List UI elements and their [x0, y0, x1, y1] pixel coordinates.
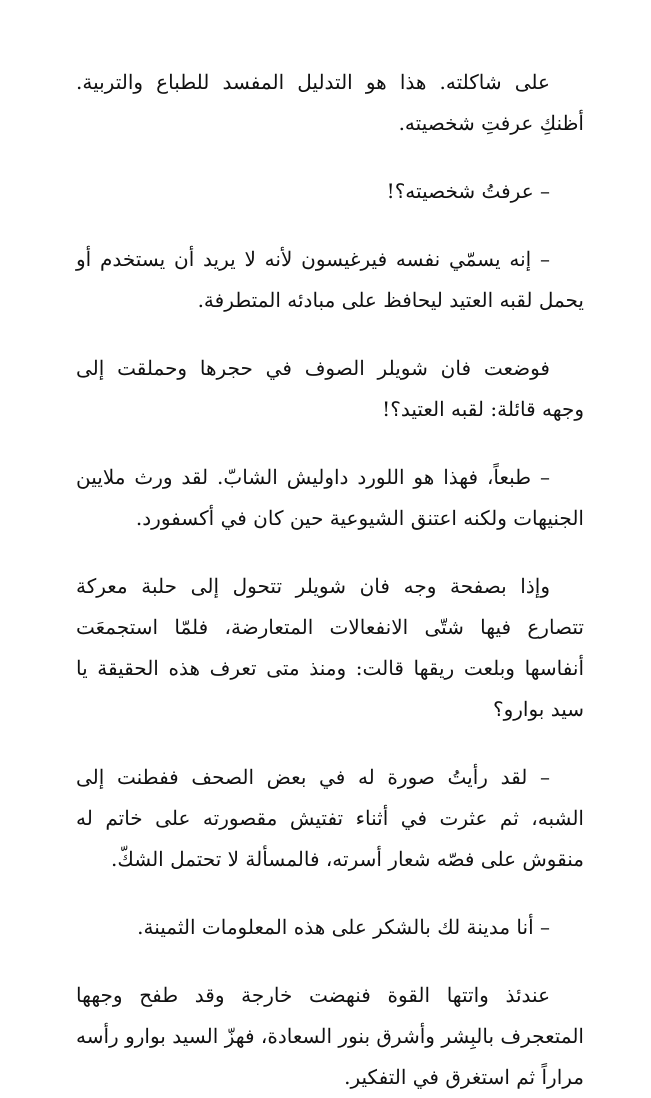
page-text-body	[76, 62, 584, 1098]
paragraph-5: – طبعاً، فهذا هو اللورد داوليش الشابّ. لقد ورث ملايين الجنيهات ولكنه اعتنق الشيوعية حين كان في أكسفورد.	[76, 465, 584, 530]
paragraph-2: – عرفتُ شخصيته؟!	[386, 179, 550, 203]
paragraph-7: – لقد رأيتُ صورة له في بعض الصحف ففطنت إلى الشبه، ثم عثرت في أثناء تفتيش مقصورته على خاتم له منقوش على فصّه شعار أسرته، فالمسألة لا تحتمل الشكّ.	[76, 765, 584, 871]
paragraph-9: عندئذ واتتها القوة فنهضت خارجة وقد طفح وجهها المتعجرف بالبِشر وأشرق بنور السعادة، فهزّ السيد بوارو رأسه مراراً ثم استغرق في التفكير.	[76, 983, 584, 1089]
paragraph-4: فوضعت فان شويلر الصوف في حجرها وحملقت إلى وجهه قائلة: لقبه العتيد؟!	[76, 356, 584, 421]
paragraph-6: وإذا بصفحة وجه فان شويلر تتحول إلى حلبة معركة تتصارع فيها شتّى الانفعالات المتعارضة، فلمّا استجمعَت أنفاسها وبلعت ريقها قالت: ومنذ متى تعرف هذه الحقيقة يا سيد بوارو؟	[76, 574, 584, 721]
paragraph-3: – إنه يسمّي نفسه فيرغيسون لأنه لا يريد أن يستخدم أو يحمل لقبه العتيد ليحافظ على مبادئه المتطرفة.	[76, 247, 584, 312]
paragraph-1: على شاكلته. هذا هو التدليل المفسد للطباع والتربية. أظنكِ عرفتِ شخصيته.	[76, 70, 584, 135]
paragraph-8: – أنا مدينة لك بالشكر على هذه المعلومات الثمينة.	[137, 915, 550, 939]
